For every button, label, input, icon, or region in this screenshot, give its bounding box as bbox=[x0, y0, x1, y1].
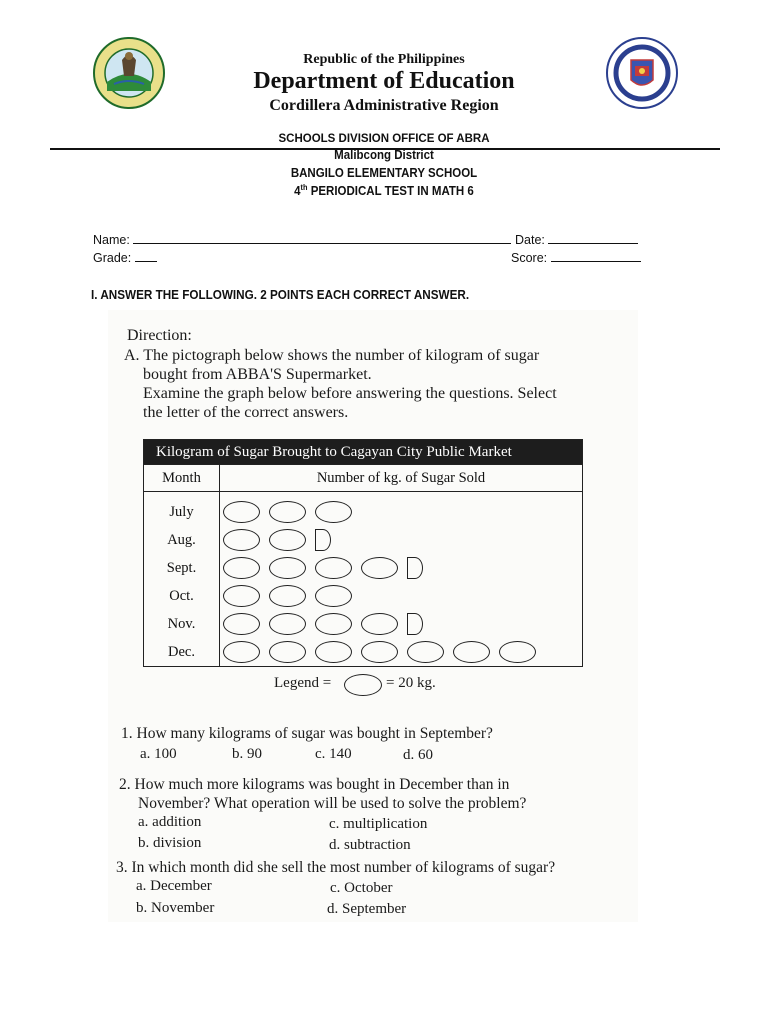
sugar-symbol-icon bbox=[407, 641, 444, 663]
month-label: Sept. bbox=[166, 560, 197, 576]
division-office: SCHOOLS DIVISION OFFICE OF ABRA bbox=[278, 133, 490, 145]
name-field[interactable] bbox=[93, 233, 511, 247]
pictograph-title: Kilogram of Sugar Brought to Cagayan City Public Market bbox=[144, 440, 583, 465]
grade-blank[interactable] bbox=[135, 251, 157, 262]
q3-option-d: d. September bbox=[327, 901, 407, 917]
month-header: Month bbox=[144, 465, 220, 492]
q3-option-b: b. November bbox=[136, 900, 215, 916]
legend-symbol-icon bbox=[344, 674, 382, 696]
q2-option-b: b. division bbox=[138, 835, 202, 851]
sugar-symbol-icon bbox=[315, 641, 352, 663]
half-sugar-symbol-icon bbox=[407, 613, 423, 635]
test-title: 4th PERIODICAL TEST IN MATH 6 bbox=[294, 183, 474, 199]
q3-option-c: c. October bbox=[330, 880, 393, 896]
q2-option-c: c. multiplication bbox=[329, 816, 428, 832]
sugar-symbol-icon bbox=[361, 613, 398, 635]
department-title: Department of Education bbox=[253, 68, 515, 94]
question-3: 3. In which month did she sell the most number of kilograms of sugar? bbox=[116, 859, 556, 876]
q2-option-d: d. subtraction bbox=[329, 837, 411, 853]
sugar-symbol-icon bbox=[453, 641, 490, 663]
section-heading: I. ANSWER THE FOLLOWING. 2 POINTS EACH CORRECT ANSWER. bbox=[91, 287, 470, 302]
school-name: BANGILO ELEMENTARY SCHOOL bbox=[290, 166, 478, 180]
half-sugar-symbol-icon bbox=[407, 557, 423, 579]
sugar-symbol-icon bbox=[223, 613, 260, 635]
sugar-symbol-icon bbox=[315, 557, 352, 579]
sugar-symbol-icon bbox=[269, 501, 306, 523]
legend-label: Legend = bbox=[274, 675, 332, 691]
q1-option-b: b. 90 bbox=[232, 746, 262, 762]
score-field[interactable] bbox=[511, 251, 641, 265]
number-header: Number of kg. of Sugar Sold bbox=[220, 465, 583, 492]
grade-field[interactable] bbox=[93, 251, 157, 265]
sugar-symbol-icon bbox=[361, 641, 398, 663]
legend-value: = 20 kg. bbox=[386, 675, 436, 691]
score-label: Score: bbox=[511, 251, 548, 265]
q1-option-c: c. 140 bbox=[315, 746, 352, 762]
month-label: Oct. bbox=[169, 588, 194, 604]
direction-a-line4: the letter of the correct answers. bbox=[143, 404, 349, 421]
month-label: Aug. bbox=[167, 532, 196, 548]
sugar-symbol-icon bbox=[269, 613, 306, 635]
name-blank[interactable] bbox=[133, 233, 511, 244]
month-label: July bbox=[169, 504, 194, 520]
half-sugar-symbol-icon bbox=[315, 529, 331, 551]
q3-option-a: a. December bbox=[136, 878, 212, 894]
sugar-symbol-icon bbox=[499, 641, 536, 663]
date-label: Date: bbox=[515, 233, 545, 247]
region-line: Cordillera Administrative Region bbox=[269, 97, 499, 114]
sugar-symbol-icon bbox=[315, 585, 352, 607]
pictograph-table bbox=[143, 439, 583, 667]
sugar-symbol-icon bbox=[361, 557, 398, 579]
question-2-line1: 2. How much more kilograms was bought in December than in bbox=[119, 776, 510, 793]
q1-option-a: a. 100 bbox=[140, 746, 177, 762]
q2-option-a: a. addition bbox=[138, 814, 202, 830]
month-column bbox=[144, 492, 220, 667]
date-field[interactable] bbox=[515, 233, 638, 247]
republic-line: Republic of the Philippines bbox=[303, 52, 465, 67]
sugar-symbol-icon bbox=[223, 585, 260, 607]
date-blank[interactable] bbox=[548, 233, 638, 244]
direction-a-line2: bought from ABBA'S Supermarket. bbox=[143, 366, 372, 383]
question-1: 1. How many kilograms of sugar was bought in September? bbox=[121, 725, 493, 742]
score-blank[interactable] bbox=[551, 251, 641, 262]
sugar-symbol-icon bbox=[315, 501, 352, 523]
sugar-symbol-icon bbox=[269, 557, 306, 579]
symbol-column bbox=[220, 492, 583, 667]
sugar-symbol-icon bbox=[223, 641, 260, 663]
sugar-symbol-icon bbox=[269, 641, 306, 663]
district-line: Malibcong District bbox=[334, 148, 434, 162]
direction-a-line1: A. The pictograph below shows the number of kilogram of sugar bbox=[124, 347, 540, 364]
sugar-symbol-icon bbox=[315, 613, 352, 635]
sugar-symbol-icon bbox=[223, 557, 260, 579]
month-label: Nov. bbox=[167, 616, 196, 632]
sugar-symbol-icon bbox=[223, 501, 260, 523]
question-2-line2: November? What operation will be used to solve the problem? bbox=[138, 795, 527, 812]
name-label: Name: bbox=[93, 233, 130, 247]
month-label: Dec. bbox=[168, 644, 195, 660]
sugar-symbol-icon bbox=[269, 529, 306, 551]
direction-label: Direction: bbox=[127, 327, 192, 344]
sugar-symbol-icon bbox=[269, 585, 306, 607]
direction-a-line3: Examine the graph below before answering the questions. Select bbox=[143, 385, 557, 402]
grade-label: Grade: bbox=[93, 251, 132, 265]
q1-option-d: d. 60 bbox=[403, 747, 433, 763]
sugar-symbol-icon bbox=[223, 529, 260, 551]
